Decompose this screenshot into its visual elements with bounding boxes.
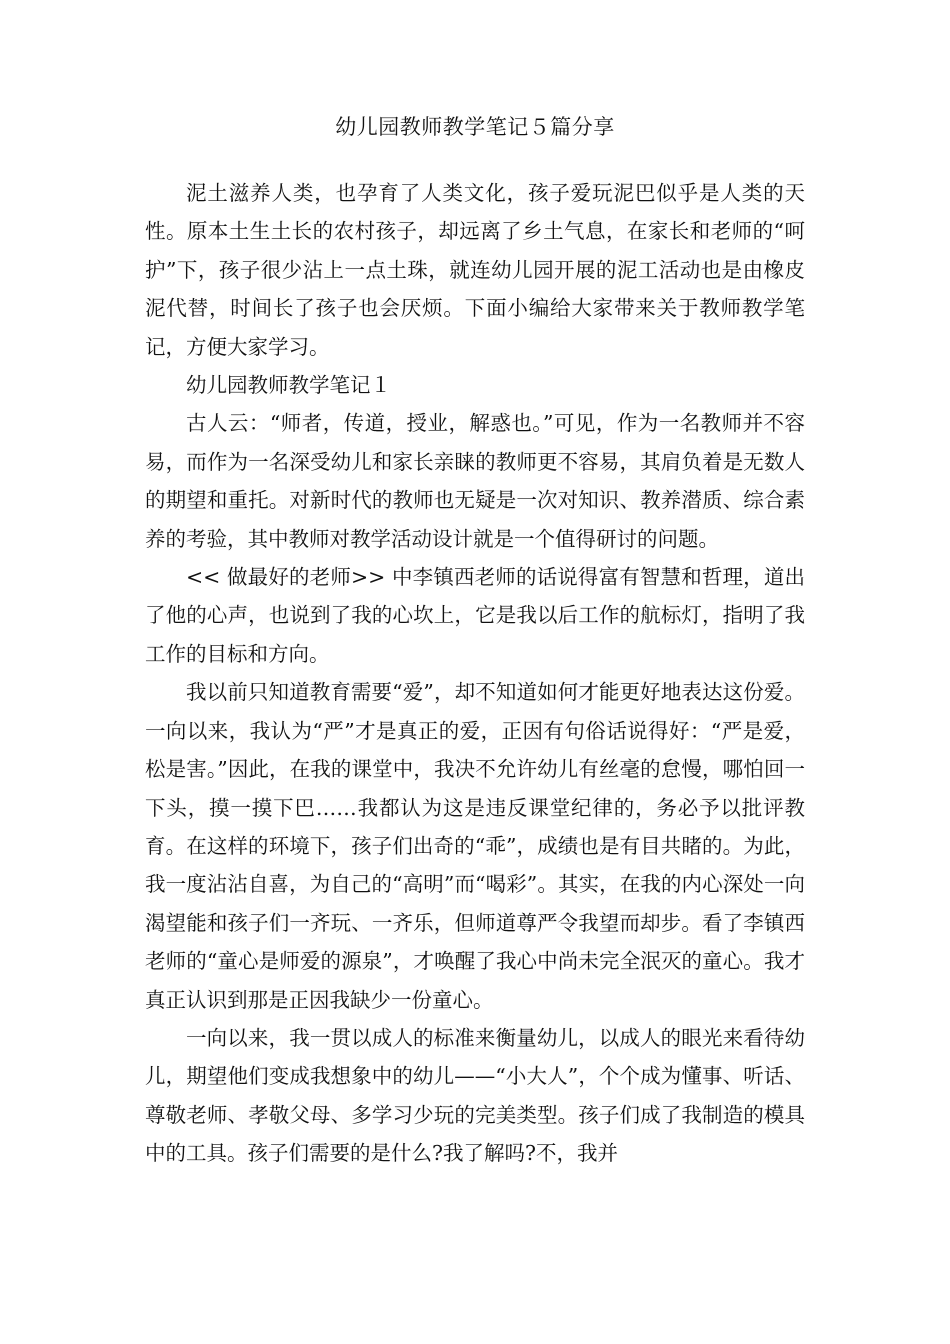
paragraph: 一向以来，我一贯以成人的标准来衡量幼儿，以成人的眼光来看待幼儿，期望他们变成我想象中的幼儿——“小大人”，个个成为懂事、听话、尊敬老师、孝敬父母、多学习少玩的完美类型。孩子们成了我制造的模具中的工具。孩子们需要的是什么?我了解吗?不，我并 xyxy=(145,1025,805,1166)
paragraph: << 做最好的老师>> 中李镇西老师的话说得富有智慧和哲理，道出了他的心声，也说到了我的心坎上，它是我以后工作的航标灯，指明了我工作的目标和方向。 xyxy=(145,565,805,666)
document-body xyxy=(145,174,805,1173)
paragraph: 我以前只知道教育需要“爱”，却不知道如何才能更好地表达这份爱。一向以来，我认为“严”才是真正的爱，正因有句俗话说得好：“严是爱，松是害。”因此，在我的课堂中，我决不允许幼儿有丝毫的怠慢，哪怕回一下头，摸一摸下巴……我都认为这是违反课堂纪律的，务必予以批评教育。在这样的环境下，孩子们出奇的“乖”，成绩也是有目共睹的。为此，我一度沾沾自喜，为自己的“高明”而“喝彩”。其实，在我的内心深处一向渴望能和孩子们一齐玩、一齐乐，但师道尊严令我望而却步。看了李镇西老师的“童心是师爱的源泉”，才唤醒了我心中尚未完全泯灭的童心。我才真正认识到那是正因我缺少一份童心。 xyxy=(145,680,805,1012)
paragraph-intro: 泥土滋养人类，也孕育了人类文化，孩子爱玩泥巴似乎是人类的天性。原本土生土长的农村孩子，却远离了乡土气息，在家长和老师的“呵护”下，孩子很少沾上一点土珠，就连幼儿园开展的泥工活动也是由橡皮泥代替，时间长了孩子也会厌烦。下面小编给大家带来关于教师教学笔记，方便大家学习。 xyxy=(145,181,805,359)
section-heading-1: 幼儿园教师教学笔记１ xyxy=(186,373,391,398)
document-title: 幼儿园教师教学笔记５篇分享 xyxy=(335,115,615,139)
paragraph: 古人云：“师者，传道，授业，解惑也。”可见，作为一名教师并不容易，而作为一名深受幼儿和家长亲睐的教师更不容易，其肩负着是无数人的期望和重托。对新时代的教师也无疑是一次对知识、教养潜质、综合素养的考验，其中教师对教学活动设计就是一个值得研讨的问题。 xyxy=(145,411,805,551)
